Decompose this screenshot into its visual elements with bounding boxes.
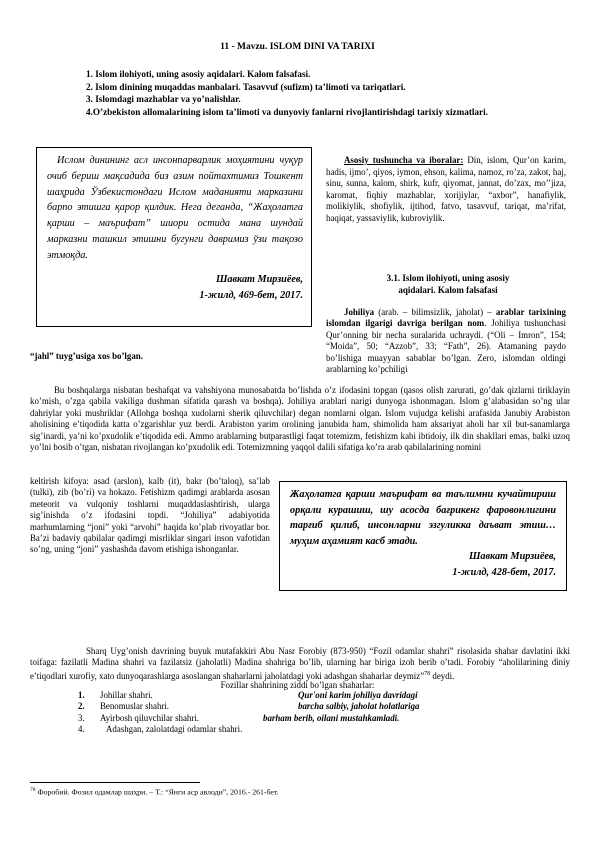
page-title: 11 - Mavzu. ISLOM DINI VA TARIXI [220, 42, 375, 52]
paragraph-arabs-cont: keltirish kifoya: asad (arslon), kalb (it), bakr (bo’taloq), sa’lab (tulki), zib (bo’ri) va hokazo. Fetishizm qadimgi arablarda asosan meteorit va vulqoniy toshlarni muqaddaslashtirish, ularga sig’inishda o’z ifodasini topdi. “Johiliya” adabiyotida marhumlarning “joni” yoki “arvohi” haqida ko’plab rivoyatlar bor. Ba’zi badaviy qabilalar qadimgi misrliklar singari inson vafotidan so’ng, uning “joni” yashashda davom etishiga ishonganlar. [30, 476, 270, 555]
epigraph-author: Шавкат Мирзиёев, [215, 273, 303, 285]
epigraph-signature [47, 272, 303, 304]
footnote-number: 78 [30, 787, 36, 793]
section-heading [330, 272, 566, 296]
key-terms-list: Din, islom, Qur’on karim, hadis, ijmo’, qiyos, iymon, ehson, kalima, namoz, ro’za, zakot, haj, sinu, sunna, kalom, shirk, kufr, qiyomat, jannat, do’zax, mo’’jiza, karomat, fiqhiy mazhablar, xorijiylar, “axbor”, hanafiylik, molikiylik, shofiylik, ijtihod, fatvo, tasavvuf, tariqat, ma’rifat, haqiqat, yassaviylik, kubroviylik. [326, 155, 566, 223]
term-johiliya: Johiliya [344, 307, 375, 317]
footnote [30, 787, 570, 797]
list-item [78, 701, 568, 712]
definition: arablar tarixining islomdan ilgarigi davriga berilgan nom [326, 307, 566, 329]
lesson-plan [30, 68, 570, 118]
section-heading-line: aqidalari. Kalom falsafasi [398, 285, 498, 295]
section-heading-line: 3.1. Islom ilohiyoti, uning asosiy [386, 273, 510, 283]
epigraph-box-2 [279, 481, 567, 591]
list-number: 4. [78, 723, 85, 734]
emphasis: “jahl” tuyg’usiga xos bo’lgan. [30, 351, 143, 361]
paragraph-johiliya-cont [30, 351, 570, 362]
paragraph-arabs: Bu boshqalarga nisbatan beshafqat va vahshiyona munosabatda bo’lishda o’z ifodasini topgan (qasos olish zarurati, go’dak qizlarni tiriklayin ko’mish, o’zga qabila vakiliga dushman sifatida qarash va boshqa). Johiliya arablari narigi dunyoga ishonmagan. Islom g’alabasidan so’ng ular dahriylar yoki mushriklar (Allohga boshqa xudolarni sherik qiluvchilar) degan nomlarni olgan. Islom vujudga kelishi arafasida Janubiy Arabiston aholisining e’tiqodida katta o’zgarishlar yuz berdi. Arabiston yarim orolining janubida ham, shimolida ham aksariyat aholi har xil but-sanamlarga sig’inardi, ya’ni ko’pxudolik e’tiqodida edi. Ammo arablarning butparastligi faqat totemizm, fetishizm kabi ibtidoiy, ilk din shakllari emas, balki uzoq yo’lni bosib o’tgan, nisbatan rivojlangan ko’pxudolik edi. Totemizmning yaqqol dalili sifatiga ko’ra arab qabilalarining nomini [30, 385, 570, 453]
plan-item: 4.O’zbekiston allomalarining islom ta’limoti va dunyoviy fanlarni rivojlantirishdagi tarixiy xizmatlari. [86, 106, 488, 117]
footnote-divider [30, 782, 200, 783]
list-text: Adashgan, zalolatdagi odamlar shahri. [106, 723, 243, 734]
list-item [78, 713, 568, 724]
text: (arab. – bilimsizlik, jaholat) – [374, 307, 496, 317]
list-text: Johillar shahri. [100, 690, 153, 700]
list-item [78, 690, 568, 701]
paragraph-johiliya [326, 307, 566, 375]
text: deydi. [430, 670, 455, 681]
list-side-text: Qur'oni karim johiliya davridagi [298, 690, 418, 700]
list-side-text: barcha salbiy, jaholat holatlariga [298, 701, 420, 712]
epigraph-text: Жаҳолатга қарши маърифат ва таълимни кучайтириш орқали курашиш, шу асосда бағрикенг фаровонлигини тарғиб қилиб, инсонларни эзгуликка даъват этиш… муҳим аҳамият касб этади. [290, 489, 556, 547]
list-item [78, 724, 568, 735]
list-side-text: barham berib, oilani mustahkamladi. [263, 712, 400, 723]
list-number: 1. [78, 690, 85, 700]
plan-item: 1. Islom ilohiyoti, uning asosiy aqidalari. Kalom falsafasi. [86, 69, 311, 79]
plan-item: 3. Islomdagi mazhablar va yo’nalishlar. [86, 94, 241, 105]
key-terms [326, 155, 566, 225]
list-text: Benomuslar shahri. [100, 701, 170, 712]
plan-item: 2. Islom dinining muqaddas manbalari. Tasavvuf (sufizm) ta’limoti va tariqatlari. [86, 81, 406, 92]
list-number: 3. [78, 712, 85, 723]
epigraph-source: 1-жилд, 469-бет, 2017. [199, 289, 303, 301]
list-heading: Fozillar shahrining ziddi bo’lgan shaharlar: [220, 680, 375, 690]
epigraph-source: 1-жилд, 428-бет, 2017. [452, 566, 556, 578]
list-number: 2. [78, 701, 85, 712]
footnote-text: Форобий. Фозил одамлар шаҳри. – Т.: “Янги аср авлоди”, 2016.- 261-бет. [35, 787, 279, 797]
key-terms-heading: Asosiy tushuncha va iboralar: [344, 155, 464, 165]
list-text: Ayirbosh qiluvchilar shahri. [100, 712, 200, 723]
paragraph-farabi [30, 646, 570, 682]
text: Sharq Uyg’onish davrining buyuk mutafakkiri Abu Nasr Forobiy (873-950) “Fozil odamlar shahri” risolasida shahar davlatini ikki toifaga: fazilatli Madina shahri va fazilatsiz (jaholatli) Madina shahriga bo’lib, ularning har biriga izoh berib o’tadi. Forobiy “aholilarining diniy e’tiqodlari xurofiy, xato dunyoqarashlarga asoslangan shaharlarni jaholatdagi yoki adashgan shaharlar deymiz” [30, 646, 570, 681]
text: . Johiliya tushunchasi Qur’onning bir necha suralarida uchraydi. (“Oli – Imron”, 154; “Moida”, 50; “Azzob”, 33; “Fath”, 26). Atamaning paydo bo’lishiga muayyan sabablar bo’lgan. Zero, islomdan oldingi arablarning ko’pchiligi [326, 318, 566, 375]
epigraph-author: Шавкат Мирзиёев, [468, 551, 556, 562]
footnote-ref: 78 [424, 670, 431, 677]
epigraph-text: Ислом динининг асл инсонпарварлик моҳиятини чуқур очиб бериш мақсадида биз азим пойтахтимиз Тошкент шаҳрида Ўзбекистондаги Ислом маданияти марказини барпо этишга қарор қилдик. Нега деганда, “Жаҳолатга қарши – маърифат” шиори остида мана шундай марказни ташкил этишни бугунги давримиз ўзи тақозо этмоқда. [47, 155, 303, 261]
city-list [78, 690, 568, 735]
epigraph-box-1 [36, 147, 312, 327]
